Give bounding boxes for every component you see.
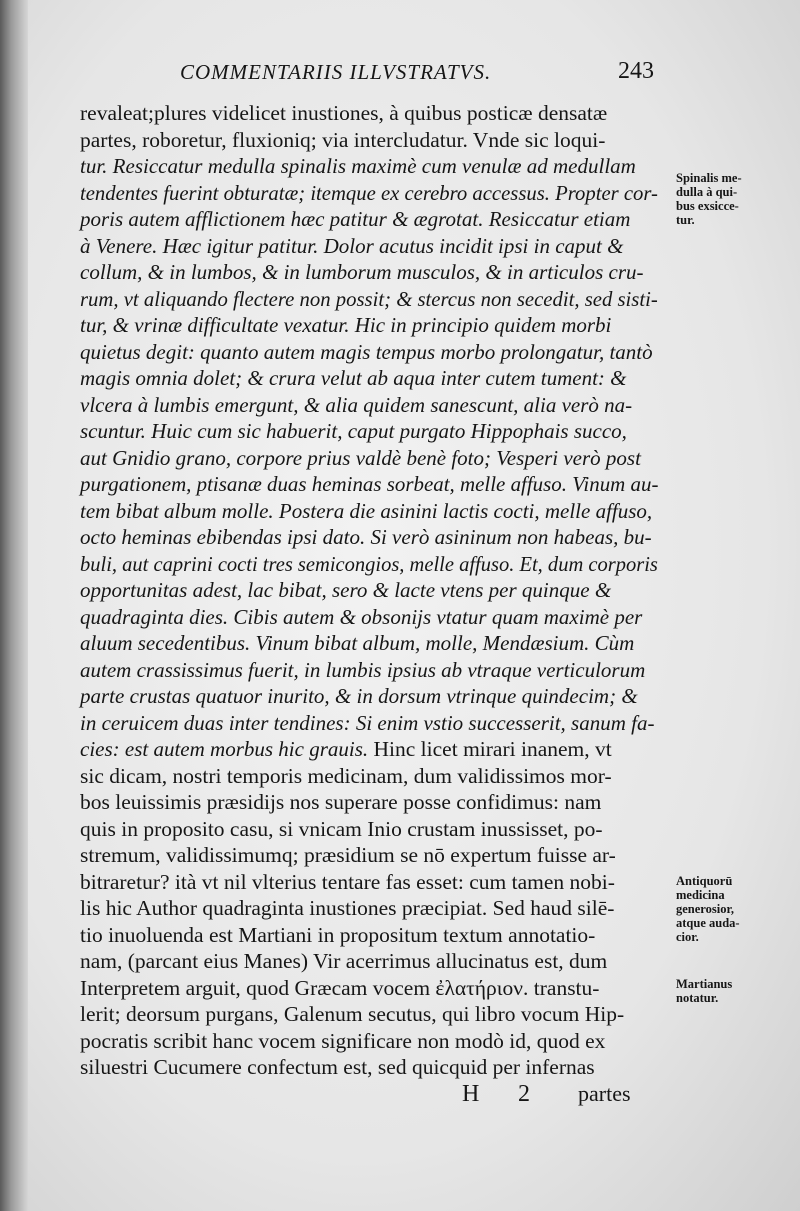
text-line: nam, (parcant eius Manes) Vir acerrimus allucinatus est, dum xyxy=(80,949,608,973)
catchword: partes xyxy=(578,1081,631,1106)
text-line: rum, vt aliquando flectere non possit; & stercus non secedit, sed sisti- xyxy=(80,286,658,311)
text-line: tur, & vrinæ difficultate vexatur. Hic in principio quidem morbi xyxy=(80,313,612,337)
margin-note-line: bus exsicce- xyxy=(676,199,739,213)
text-line: tem bibat album molle. Postera die asinini lactis cocti, melle affuso, xyxy=(80,498,653,523)
text-line: vlcera à lumbis emergunt, & alia quidem sanescunt, alia verò na- xyxy=(80,392,633,417)
margin-note-spinal-marrow xyxy=(676,171,796,227)
text-line: stremum, validissimumq; præsidium se nō expertum fuisse ar- xyxy=(80,843,616,867)
signature-mark: H xyxy=(462,1081,480,1107)
margin-note-line: Antiquorū xyxy=(676,874,733,888)
page-number: 243 xyxy=(618,58,654,84)
text-line: aut Gnidio grano, corpore prius valdè benè foto; Vesperi verò post xyxy=(80,445,641,470)
margin-note-line: tur. xyxy=(676,213,695,227)
text-line: tur. Resiccatur medulla spinalis maximè cum venulæ ad medullam xyxy=(80,154,636,178)
margin-note-line: cior. xyxy=(676,930,699,944)
margin-note-line: atque auda- xyxy=(676,916,740,930)
margin-note-martianus xyxy=(676,977,796,1005)
margin-note-line: generosior, xyxy=(676,902,734,916)
text-line: à Venere. Hæc igitur patitur. Dolor acutus incidit ipsi in caput & xyxy=(80,233,624,258)
text-line: lis hic Author quadraginta inustiones præcipiat. Sed haud silē- xyxy=(80,896,615,920)
margin-note-ancient-medicine xyxy=(676,874,796,944)
text-line: Interpretem arguit, quod Græcam vocem ἐλατήριον. transtu- xyxy=(80,975,600,1000)
text-line: aluum secedentibus. Vinum bibat album, molle, Mendæsium. Cùm xyxy=(80,631,635,655)
text-line: tendentes fuerint obturatæ; itemque ex cerebro accessus. Propter cor- xyxy=(80,180,658,205)
text-line: autem crassissimus fuerit, in lumbis ipsius ab vtraque verticulorum xyxy=(80,657,646,682)
text-line: parte crustas quatuor inurito, & in dorsum vtrinque quindecim; & xyxy=(80,684,638,708)
signature-number: 2 xyxy=(518,1081,530,1107)
text-line: tio inuoluenda est Martiani in propositum textum annotatio- xyxy=(80,922,596,947)
text-line-italic-part: cies: est autem morbus hic grauis. xyxy=(80,737,369,761)
margin-note-line: Spinalis me- xyxy=(676,171,742,185)
text-line: siluestri Cucumere confectum est, sed quicquid per infernas xyxy=(80,1055,595,1079)
text-line: collum, & in lumbos, & in lumborum musculos, & in articulos cru- xyxy=(80,260,644,284)
text-line: revaleat;plures videlicet inustiones, à quibus posticæ densatæ xyxy=(80,101,608,125)
text-line: in ceruicem duas inter tendines: Si enim vstio successerit, sanum fa- xyxy=(80,710,655,735)
text-line: poris autem afflictionem hæc patitur & ægrotat. Resiccatur etiam xyxy=(80,207,631,231)
text-line: scuntur. Huic cum sic habuerit, caput purgato Hippophais succo, xyxy=(80,419,627,443)
text-line: pocratis scribit hanc vocem significare non modò id, quod ex xyxy=(80,1028,606,1053)
running-title: COMMENTARIIS ILLVSTRATVS. xyxy=(180,60,492,84)
binding-gutter xyxy=(0,0,28,1211)
margin-note-line: Martianus xyxy=(676,977,733,991)
text-line-roman-part: Hinc licet mirari inanem, vt xyxy=(368,737,612,761)
text-line: opportunitas adest, lac bibat, sero & lacte vtens per quinque & xyxy=(80,578,612,602)
text-line: bitraretur? ità vt nil vlterius tentare fas esset: cum tamen nobi- xyxy=(80,869,615,894)
text-line: octo heminas ebibendas ipsi dato. Si verò asininum non habeas, bu- xyxy=(80,525,652,549)
text-line: quietus degit: quanto autem magis tempus morbo prolongatur, tantò xyxy=(80,339,653,364)
text-line: magis omnia dolet; & crura velut ab aqua inter cutem tument: & xyxy=(80,366,627,390)
text-line: sic dicam, nostri temporis medicinam, dum validissimos mor- xyxy=(80,763,612,788)
text-line: quadraginta dies. Cibis autem & obsonijs vtatur quam maximè per xyxy=(80,604,643,629)
text-line: bos leuissimis præsidijs nos superare posse confidimus: nam xyxy=(80,790,602,814)
text-line: lerit; deorsum purgans, Galenum secutus, qui libro vocum Hip- xyxy=(80,1002,625,1026)
text-line: purgationem, ptisanæ duas heminas sorbeat, melle affuso. Vinum au- xyxy=(80,472,659,496)
text-line: partes, roboretur, fluxioniq; via intercludatur. Vnde sic loqui- xyxy=(80,127,606,152)
body-text xyxy=(80,100,660,1081)
margin-note-line: notatur. xyxy=(676,991,719,1005)
text-line: buli, aut caprini cocti tres semicongios, melle affuso. Et, dum corporis xyxy=(80,551,658,576)
margin-note-line: dulla à qui- xyxy=(676,185,738,199)
margin-note-line: medicina xyxy=(676,888,725,902)
text-line xyxy=(80,736,660,763)
text-line: quis in proposito casu, si vnicam Inio crustam inussisset, po- xyxy=(80,816,603,841)
